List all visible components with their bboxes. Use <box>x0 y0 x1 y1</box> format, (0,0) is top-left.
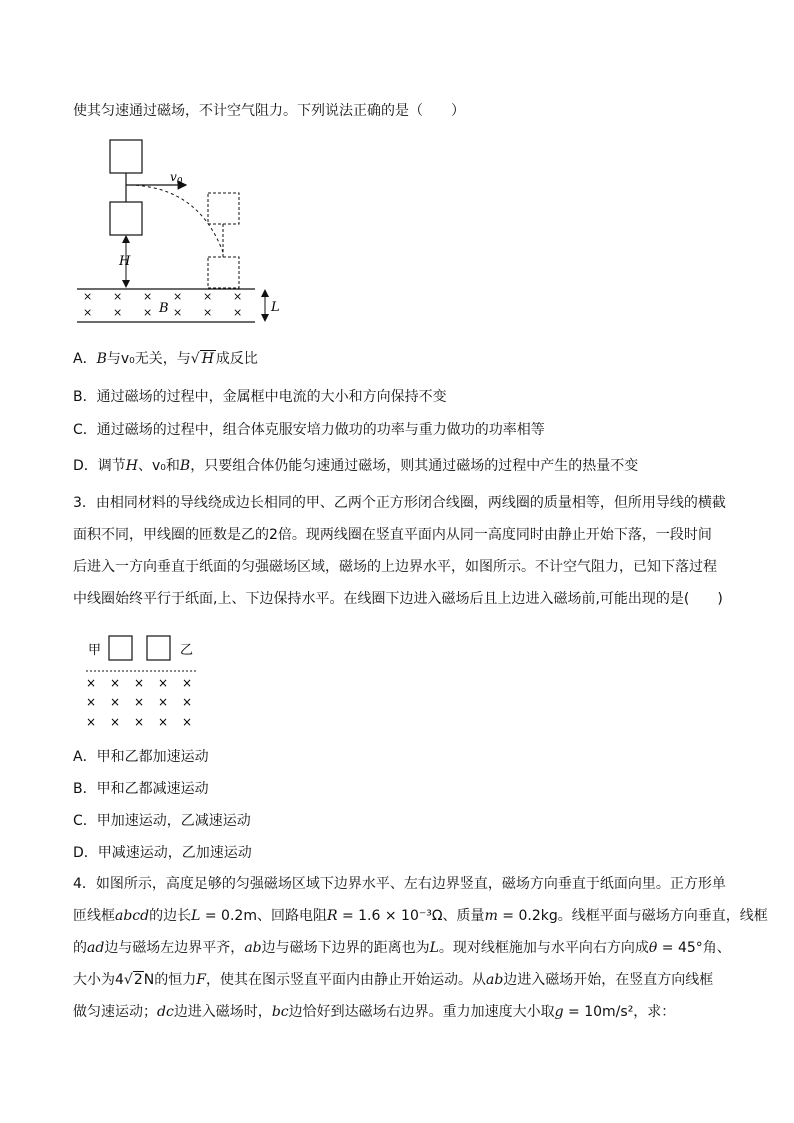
q2-stem-tail: 使其匀速通过磁场，不计空气阻力。下列说法正确的是（ ） <box>73 103 465 119</box>
q3-option-c: C．甲加速运动，乙减速运动 <box>73 813 251 829</box>
q2-option-d: D．调节H、v₀和B，只要组合体仍能匀速通过磁场，则其通过磁场的过程中产生的热量不变 <box>73 458 639 474</box>
svg-text:×: × <box>233 306 243 319</box>
svg-text:×: × <box>203 306 213 319</box>
svg-text:×: × <box>173 306 183 319</box>
sqrt-symbol: √ <box>190 351 200 367</box>
v0-label: $v_0$ <box>170 170 183 187</box>
svg-text:×: × <box>110 695 121 709</box>
q3-line-2: 面积不同，甲线圈的匝数是乙的2倍。现两线圈在竖直平面内从同一高度同时由静止开始下落，一段时间 <box>73 527 712 543</box>
svg-text:×: × <box>110 676 121 690</box>
h-label: H <box>119 254 131 269</box>
q2-figure <box>70 135 300 330</box>
svg-text:×: × <box>134 676 145 690</box>
coil-yi <box>147 636 170 660</box>
svg-text:×: × <box>110 715 121 729</box>
q3-figure <box>80 630 210 735</box>
q3-option-d: D．甲减速运动，乙加速运动 <box>73 845 252 861</box>
trajectory-curve <box>130 185 224 255</box>
svg-text:×: × <box>86 676 97 690</box>
svg-text:×: × <box>182 715 193 729</box>
svg-text:×: × <box>113 290 123 303</box>
yi-label: 乙 <box>180 643 194 658</box>
svg-text:×: × <box>86 715 97 729</box>
q3-line-4: 中线圈始终平行于纸面,上、下边保持水平。在线圈下边进入磁场后且上边进入磁场前,可能出现的是( ) <box>73 591 723 607</box>
coil-jia <box>109 636 132 660</box>
q2-option-a: A．B与v₀无关，与√ H 成反比 <box>73 351 258 367</box>
q3-line-1: 3．由相同材料的导线绕成边长相同的甲、乙两个正方形闭合线圈，两线圈的质量相等，但所用导线的横截 <box>73 495 726 511</box>
svg-text:×: × <box>113 306 123 319</box>
svg-text:×: × <box>143 306 153 319</box>
svg-text:×: × <box>134 695 145 709</box>
q2-option-b: B．通过磁场的过程中，金属框中电流的大小和方向保持不变 <box>73 389 447 405</box>
b-label: B <box>159 301 169 316</box>
q3-option-a: A．甲和乙都加速运动 <box>73 749 209 765</box>
svg-text:×: × <box>158 715 169 729</box>
q2-option-c: C．通过磁场的过程中，组合体克服安培力做功的功率与重力做功的功率相等 <box>73 422 545 438</box>
lower-box <box>110 202 142 235</box>
q4-line-5: 做匀速运动；dc边进入磁场时，bc边恰好到达磁场右边界。重力加速度大小取g = 10m/s²，求： <box>73 1004 676 1020</box>
dashed-box-upper <box>208 193 239 224</box>
dashed-box-lower <box>208 257 239 288</box>
svg-text:×: × <box>83 290 93 303</box>
svg-text:×: × <box>173 290 183 303</box>
q4-line-3: 的ad边与磁场左边界平齐，ab边与磁场下边界的距离也为L。现对线框施加与水平向右方向成θ = 45°角、 <box>73 940 731 956</box>
field-crosses-2 <box>86 676 192 729</box>
q3-option-b: B．甲和乙都减速运动 <box>73 781 209 797</box>
jia-label: 甲 <box>88 643 102 658</box>
svg-text:×: × <box>86 695 97 709</box>
upper-box <box>110 140 142 173</box>
svg-text:×: × <box>182 676 193 690</box>
q4-line-1: 4．如图所示，高度足够的匀强磁场区域下边界水平、左右边界竖直，磁场方向垂直于纸面向里。正方形单 <box>73 876 726 892</box>
q3-line-3: 后进入一方向垂直于纸面的匀强磁场区域，磁场的上边界水平，如图所示。不计空气阻力，已知下落过程 <box>73 559 717 575</box>
svg-text:×: × <box>83 306 93 319</box>
svg-text:×: × <box>134 715 145 729</box>
svg-text:×: × <box>158 695 169 709</box>
svg-text:×: × <box>143 290 153 303</box>
svg-text:×: × <box>203 290 213 303</box>
q4-line-4: 大小为4√2N的恒力F，使其在图示竖直平面内由静止开始运动。从ab边进入磁场开始，在竖直方向线框 <box>73 972 714 988</box>
svg-text:×: × <box>233 290 243 303</box>
svg-text:×: × <box>182 695 193 709</box>
l-label: L <box>271 300 280 315</box>
sqrt-symbol-2: √ <box>123 972 133 988</box>
q4-line-2: 匝线框abcd的边长L = 0.2m、回路电阻R = 1.6 × 10⁻³Ω、质量m = 0.2kg。线框平面与磁场方向垂直，线框 <box>73 908 768 924</box>
svg-text:×: × <box>158 676 169 690</box>
